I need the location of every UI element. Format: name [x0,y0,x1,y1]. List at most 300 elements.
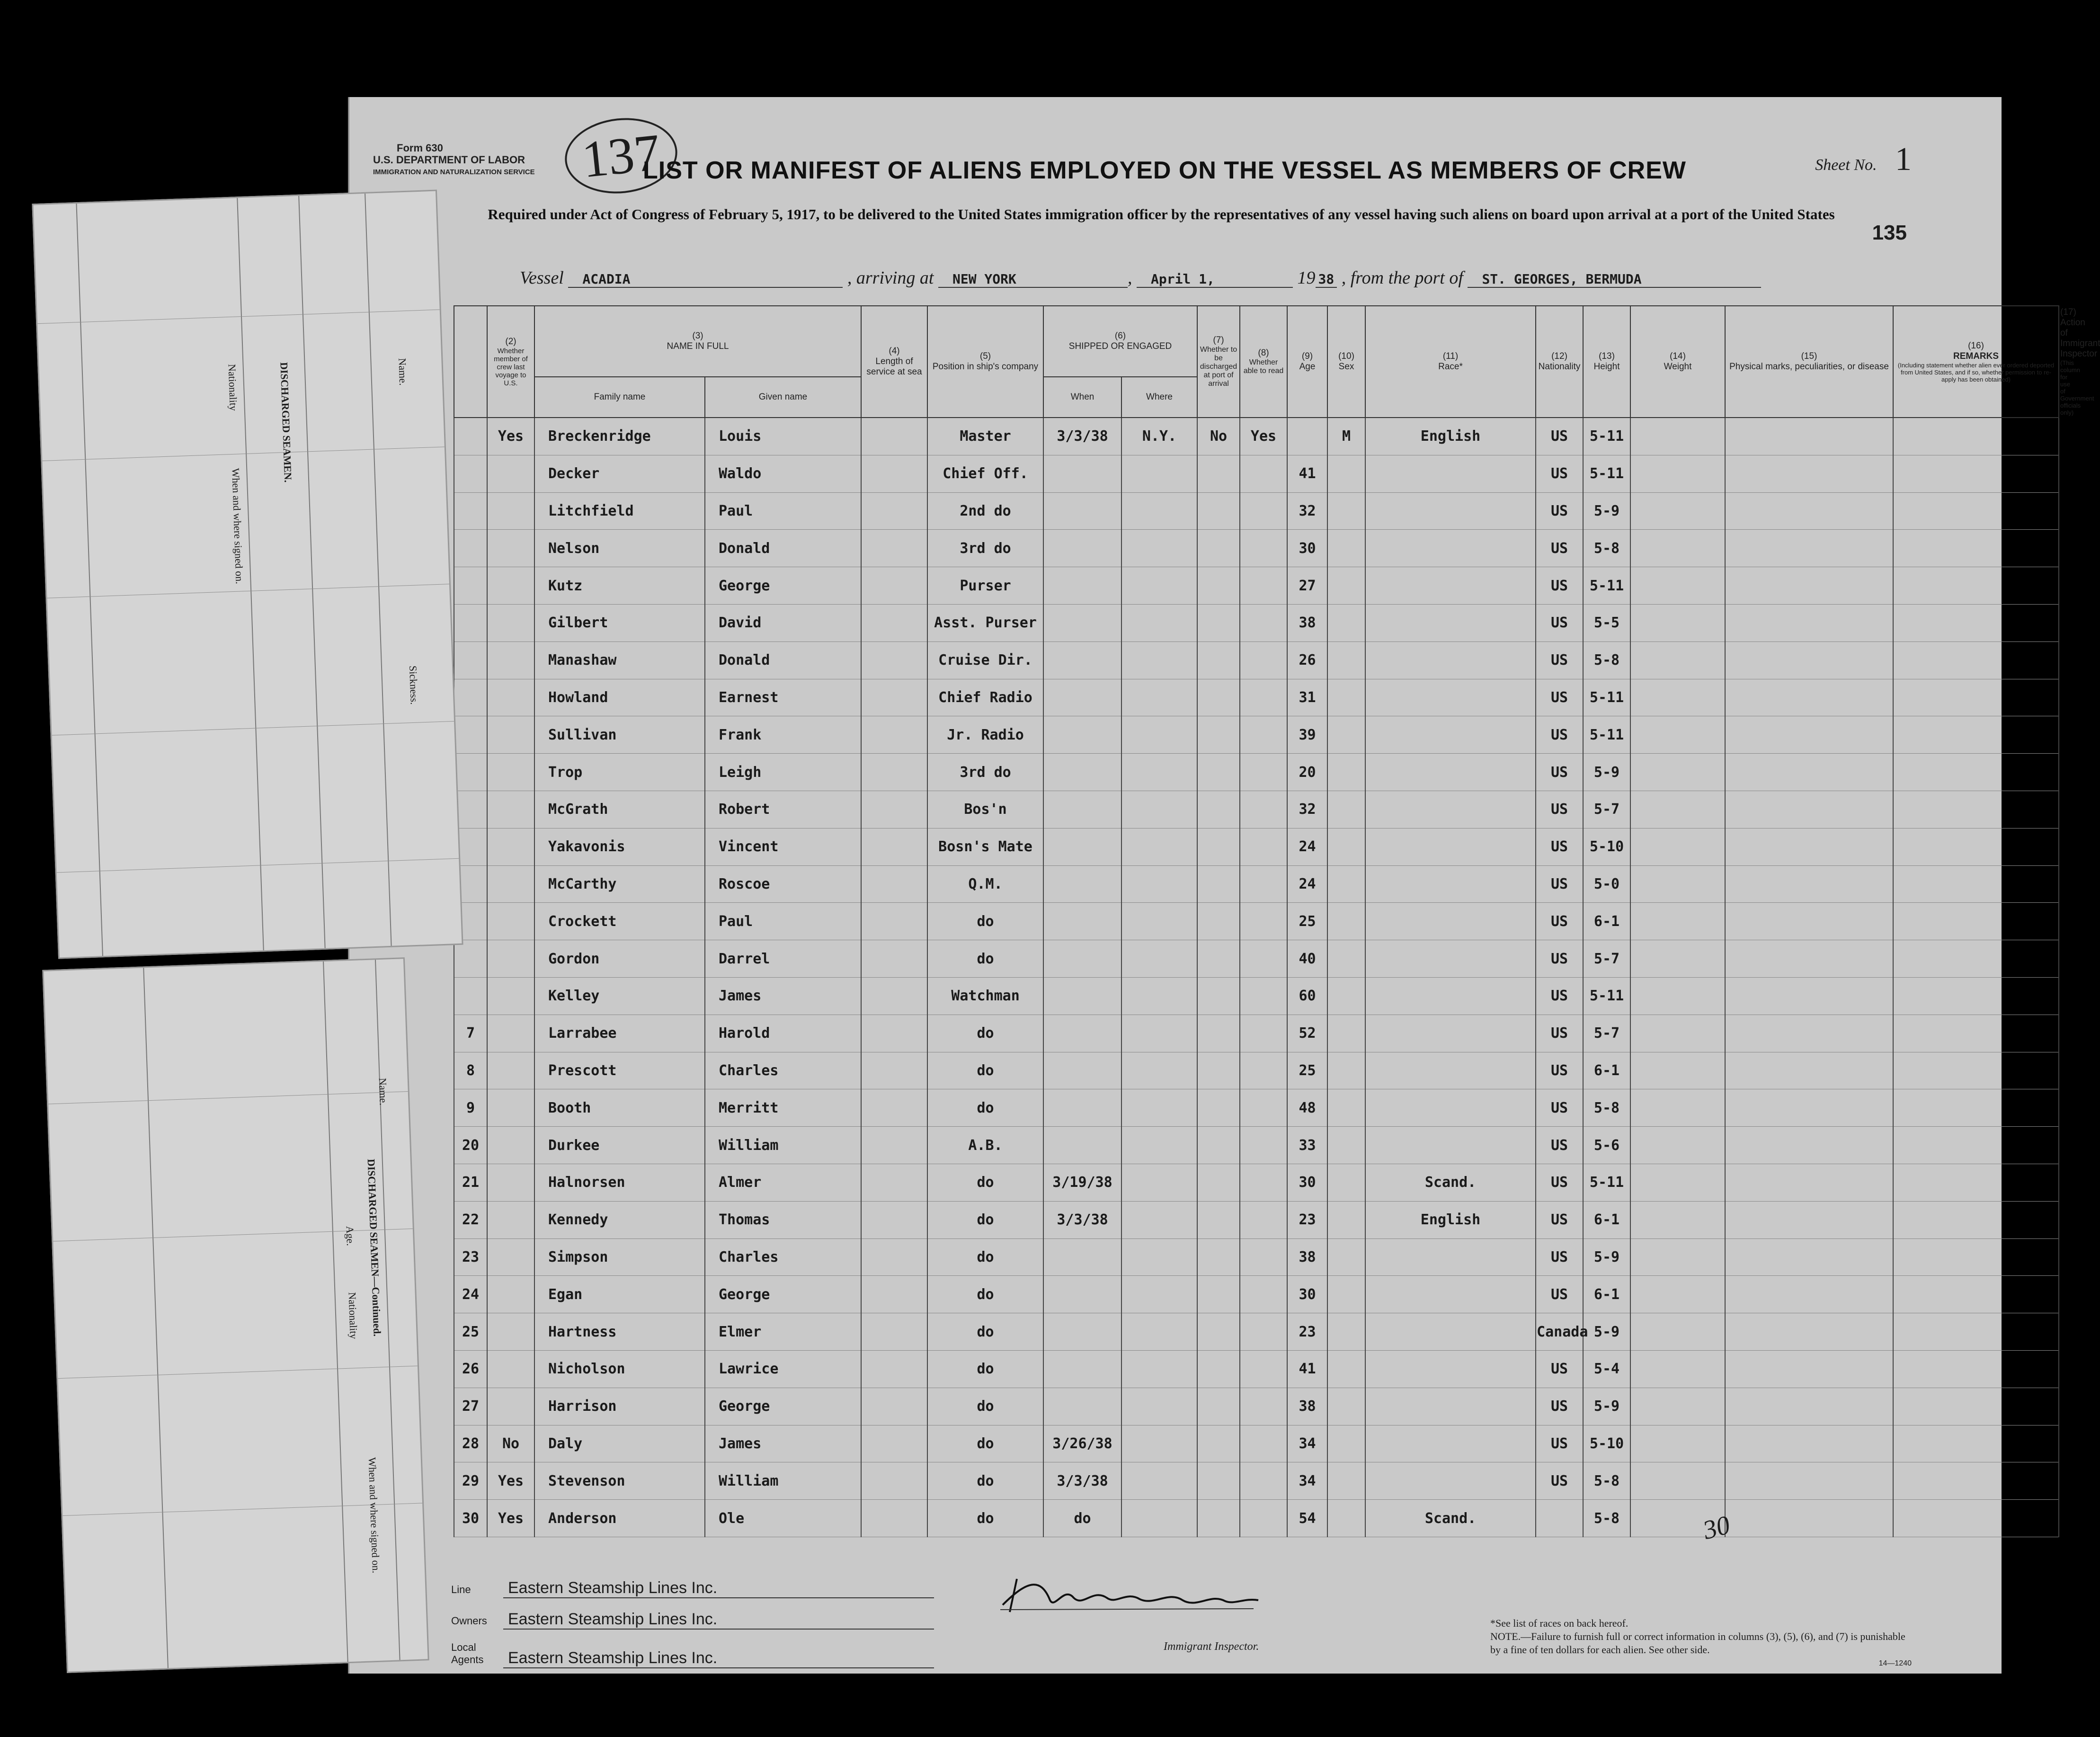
weight-cell [1630,567,1725,605]
slip-divider [143,968,169,1668]
col-label: Length of service at sea [866,356,922,377]
position-cell: Bosn's Mate [927,828,1043,865]
table-row [454,865,2059,903]
table-row [454,1164,2059,1201]
table-row [454,1425,2059,1462]
marks-cell [1725,1201,1893,1238]
remarks-cell [1893,1201,2059,1238]
shipped-where-cell [1121,1052,1197,1089]
age-cell: 24 [1287,828,1327,865]
table-row [454,567,2059,605]
discharged-cell [1197,604,1240,641]
position-cell: Chief Off. [927,455,1043,492]
remarks-cell [1893,716,2059,754]
race-cell [1365,1425,1536,1462]
table-row [454,1388,2059,1425]
remarks-cell [1893,1500,2059,1537]
shipped-where-cell [1121,530,1197,567]
shipped-when-cell [1043,977,1121,1015]
note-fine: NOTE.—Failure to furnish full or correct information in columns (3), (5), (6), and (7) is punishable by a fine of ten dollars for each alien. See other side. [1490,1630,1905,1656]
given-name-cell: Elmer [705,1313,861,1351]
service-cell [861,530,927,567]
discharged-cell [1197,1276,1240,1313]
col-num: (4) [889,346,900,356]
able-to-read-cell [1240,530,1287,567]
able-to-read-cell [1240,1500,1287,1537]
family-name-cell: McGrath [534,791,705,828]
family-name-cell: Daly [534,1425,705,1462]
footer-notes [1490,1617,1907,1657]
service-cell [861,1276,927,1313]
given-name-cell: Charles [705,1238,861,1276]
row-number [454,530,487,567]
last-voyage-cell [487,455,534,492]
given-name-cell: George [705,1388,861,1425]
discharged-cell [1197,530,1240,567]
age-cell [1287,418,1327,455]
nationality-cell: US [1536,977,1583,1015]
given-name-cell: Leigh [705,754,861,791]
col-number-header [454,306,487,418]
marks-cell [1725,604,1893,641]
shipped-when-cell [1043,604,1121,641]
remarks-cell [1893,679,2059,716]
marks-cell [1725,1127,1893,1164]
nationality-cell: US [1536,1127,1583,1164]
family-name-cell: Prescott [534,1052,705,1089]
remarks-cell [1893,604,2059,641]
race-cell [1365,530,1536,567]
position-cell: do [927,1425,1043,1462]
shipped-where-cell [1121,455,1197,492]
service-cell [861,828,927,865]
weight-cell [1630,1201,1725,1238]
service-cell [861,1425,927,1462]
discharged-cell [1197,1388,1240,1425]
sex-cell [1327,530,1365,567]
shipped-where-cell [1121,567,1197,605]
age-cell: 30 [1287,1276,1327,1313]
family-name-cell: Litchfield [534,492,705,530]
last-voyage-cell [487,754,534,791]
family-name-cell: Simpson [534,1238,705,1276]
age-cell: 38 [1287,604,1327,641]
voyage-line: Vessel ACADIA , arriving at NEW YORK , April 1, 19 38 , from the port of ST. GEORGES, BERMUDA [520,267,1916,288]
last-voyage-cell: No [487,1425,534,1462]
owners-value: Eastern Steamship Lines Inc. [503,1610,934,1630]
vessel-name: ACADIA [568,271,843,288]
height-cell: 5-6 [1583,1127,1630,1164]
shipped-when-cell [1043,1350,1121,1388]
row-number [454,977,487,1015]
marks-cell [1725,679,1893,716]
race-cell [1365,641,1536,679]
col-num: (9) [1301,351,1313,361]
marks-cell [1725,567,1893,605]
discharged-cell [1197,567,1240,605]
service-cell [861,604,927,641]
nationality-cell: US [1536,1089,1583,1127]
service-cell [861,1388,927,1425]
age-cell: 39 [1287,716,1327,754]
position-cell: Watchman [927,977,1043,1015]
last-voyage-cell [487,641,534,679]
slip-line [53,1229,413,1242]
able-to-read-cell [1240,1313,1287,1351]
year-label: 19 [1297,268,1316,288]
row-number [454,492,487,530]
crew-table: (2) Whether member of crew last voyage to U.S. (3) NAME IN FULL (4) Length of service at sea (5) Position in ship's company (6) SHIPPED OR ENGAGED (7) Whether to be discharged at port of arrival (8) Whether able to read (9) Age (10) Sex (11) Race* (12) Nationality (13) Height (14) Weight (15) Physical marks, peculiarities, or disease (16) REMARKS (Including statement whether alien ever ordered deported from United States, and if so, whether permission to re-apply has been obtained) (17) Action of Immigrant Inspector (This column for use of Government officials only) Family name Given name When Where Yes Breckenridge Louis Master 3/3/38 N.Y. No Yes M English US 5-11 Decker Waldo Chief Off. 41 US 5-11 Litchfield Paul 2nd do 32 US 5-9 Nelson Donald 3rd do 30 US 5-8 Kutz George Purser 27 US 5-11 Gilbert David Asst. Purser 38 US 5-5 Manashaw Donald Cruise Dir. 26 US 5-8 Howland Earnest Chief Radio 31 US 5-11 Sullivan Frank Jr. Radio 39 US 5-11 Trop Leigh 3rd do 20 US 5-9 McGrath Robert Bos'n 32 US 5-7 Yakavonis Vincent Bosn's Mate 24 US 5-10 McCarthy Roscoe Q.M. 24 US 5-0 Crockett Paul do 25 US 6-1 Gordon Darrel do 40 US 5-7 Kelley James Watchman 60 US 5-11 7 Larrabee Harold do 52 US 5-7 8 Prescott Charles do 25 US 6-1 9 Booth Merritt do 48 US 5-8 20 Durkee William A.B. 33 US 5-6 21 Halnorsen Almer do 3/19/38 30 Scand. US 5-11 22 Kennedy Thomas do 3/3/38 23 English US 6-1 23 Simpson Charles do 38 US 5-9 24 Egan George do 30 US 6-1 25 Hartness Elmer do 23 Canada 5-9 26 Nicholson Lawrice do 41 US 5-4 27 Harrison George do 38 US 5-9 28 No Daly James do 3/26/38 34 US 5-10 29 Yes Stevenson William do 3/3/38 34 US 5-8 30 Yes Anderson Ole do do 54 Scand. 5-8 [454,305,2059,1537]
line-label: Line [451,1584,471,1595]
shipped-when-cell [1043,530,1121,567]
nationality-cell: US [1536,903,1583,940]
col-when-header: When [1043,377,1121,418]
nationality-cell: US [1536,679,1583,716]
weight-cell [1630,1276,1725,1313]
race-cell [1365,903,1536,940]
weight-cell [1630,679,1725,716]
shipped-when-cell [1043,754,1121,791]
age-cell: 20 [1287,754,1327,791]
table-row [454,716,2059,754]
age-cell: 31 [1287,679,1327,716]
position-cell: do [927,940,1043,978]
able-to-read-cell [1240,940,1287,978]
service-cell [861,1089,927,1127]
row-number: 25 [454,1313,487,1351]
last-voyage-cell [487,1089,534,1127]
able-to-read-cell [1240,1462,1287,1500]
table-row [454,1238,2059,1276]
col-read-header [1240,306,1287,418]
service-cell [861,716,927,754]
family-name-cell: Trop [534,754,705,791]
race-cell [1365,1276,1536,1313]
height-cell: 5-11 [1583,418,1630,455]
line-row [451,1579,934,1610]
last-voyage-cell [487,679,534,716]
nationality-cell: US [1536,828,1583,865]
table-row [454,977,2059,1015]
agents-value: Eastern Steamship Lines Inc. [503,1649,934,1668]
nationality-cell: US [1536,1425,1583,1462]
height-cell: 5-9 [1583,492,1630,530]
col-name-header [534,306,861,377]
service-cell [861,641,927,679]
position-cell: Purser [927,567,1043,605]
row-number [454,940,487,978]
weight-cell [1630,1313,1725,1351]
remarks-cell [1893,791,2059,828]
row-number: 7 [454,1015,487,1052]
service-cell [861,1313,927,1351]
table-row [454,1052,2059,1089]
sex-cell [1327,455,1365,492]
col-position-header [927,306,1043,418]
family-name-cell: Decker [534,455,705,492]
discharged-cell [1197,641,1240,679]
marks-cell [1725,940,1893,978]
marks-cell [1725,754,1893,791]
family-name-cell: Anderson [534,1500,705,1537]
position-cell: Q.M. [927,865,1043,903]
age-cell: 30 [1287,1164,1327,1201]
vessel-label: Vessel [520,268,564,288]
height-cell: 5-4 [1583,1350,1630,1388]
given-name-cell: Louis [705,418,861,455]
height-cell: 5-9 [1583,1238,1630,1276]
height-cell: 5-10 [1583,1425,1630,1462]
weight-cell [1630,1350,1725,1388]
shipped-when-cell [1043,1238,1121,1276]
height-cell: 5-0 [1583,865,1630,903]
marks-cell [1725,828,1893,865]
given-name-cell: Harold [705,1015,861,1052]
departure-port: ST. GEORGES, BERMUDA [1468,271,1761,288]
col-label: Whether to be discharged at port of arrival [1200,346,1237,388]
sex-cell [1327,1462,1365,1500]
age-cell: 41 [1287,455,1327,492]
slip-age: Age. [344,1226,357,1247]
position-cell: 3rd do [927,530,1043,567]
family-name-cell: Harrison [534,1388,705,1425]
discharged-cell [1197,865,1240,903]
family-name-cell: Sullivan [534,716,705,754]
slip-divider [323,962,348,1662]
position-cell: do [927,1164,1043,1201]
shipped-where-cell [1121,716,1197,754]
table-row [454,828,2059,865]
able-to-read-cell [1240,791,1287,828]
given-name-cell: George [705,1276,861,1313]
marks-cell [1725,1350,1893,1388]
remarks-cell [1893,1388,2059,1425]
able-to-read-cell [1240,641,1287,679]
height-cell: 5-7 [1583,791,1630,828]
weight-cell [1630,1388,1725,1425]
given-name-cell: Vincent [705,828,861,865]
shipped-where-cell [1121,1089,1197,1127]
form-code: 14—1240 [1878,1659,1912,1667]
shipped-when-cell [1043,1388,1121,1425]
shipped-when-cell [1043,492,1121,530]
discharged-cell [1197,1127,1240,1164]
race-cell [1365,791,1536,828]
family-name-cell: Kutz [534,567,705,605]
remarks-cell [1893,567,2059,605]
discharged-cell [1197,940,1240,978]
shipped-where-cell [1121,977,1197,1015]
row-number: 9 [454,1089,487,1127]
weight-cell [1630,754,1725,791]
circled-stamp-number: 137 [561,113,681,199]
family-name-cell: Halnorsen [534,1164,705,1201]
sheet-value: 1 [1895,141,1912,178]
slip-name: Name. [396,357,409,386]
weight-cell [1630,1462,1725,1500]
height-cell: 5-7 [1583,940,1630,978]
discharged-cell [1197,1164,1240,1201]
table-row [454,754,2059,791]
last-voyage-cell [487,1238,534,1276]
position-cell: do [927,1238,1043,1276]
page-number: 135 [1872,221,1907,244]
shipped-when-cell [1043,679,1121,716]
shipped-when-cell: 3/3/38 [1043,418,1121,455]
nationality-cell: US [1536,1276,1583,1313]
position-cell: do [927,1462,1043,1500]
service-cell [861,1462,927,1500]
col-label: Nationality [1538,362,1581,372]
sex-cell [1327,903,1365,940]
col-label: SHIPPED OR ENGAGED [1068,341,1172,352]
race-cell [1365,455,1536,492]
table-row [454,530,2059,567]
race-cell [1365,1127,1536,1164]
shipped-when-cell [1043,828,1121,865]
last-voyage-cell [487,903,534,940]
family-name-cell: Stevenson [534,1462,705,1500]
sex-cell [1327,754,1365,791]
discharged-cell [1197,903,1240,940]
owners-label: Owners [451,1615,487,1627]
discharged-seamen-slip-bottom [42,957,429,1673]
service-cell [861,903,927,940]
able-to-read-cell [1240,1388,1287,1425]
table-row [454,1350,2059,1388]
row-number [454,455,487,492]
marks-cell [1725,418,1893,455]
shipped-when-cell: 3/26/38 [1043,1425,1121,1462]
weight-cell [1630,716,1725,754]
weight-cell [1630,1127,1725,1164]
arriving-label: , arriving at [847,268,934,288]
col-label: Race* [1438,362,1463,372]
col-label: Height [1593,362,1620,372]
position-cell: Master [927,418,1043,455]
table-row [454,940,2059,978]
weight-cell [1630,530,1725,567]
slip-when-where: When and where signed on. [366,1457,383,1574]
slip-title: DISCHARGED SEAMEN. [278,362,294,483]
discharged-seamen-slip-top [32,190,463,959]
discharged-cell [1197,679,1240,716]
col-sublabel: (Including statement whether alien ever ordered deported from United States, and if so, whether permission to re-apply has been obtained) [1897,361,2055,383]
table-row [454,418,2059,455]
race-cell [1365,977,1536,1015]
position-cell: Cruise Dir. [927,641,1043,679]
remarks-cell [1893,1313,2059,1351]
col-service-header [861,306,927,418]
height-cell: 5-9 [1583,754,1630,791]
age-cell: 32 [1287,791,1327,828]
shipped-where-cell [1121,791,1197,828]
sex-cell [1327,604,1365,641]
given-name-cell: Donald [705,530,861,567]
able-to-read-cell [1240,1052,1287,1089]
height-cell: 5-9 [1583,1313,1630,1351]
position-cell: Bos'n [927,791,1043,828]
given-name-cell: Paul [705,492,861,530]
able-to-read-cell [1240,1238,1287,1276]
race-cell [1365,1052,1536,1089]
race-cell [1365,1462,1536,1500]
footer-agents [451,1579,934,1673]
given-name-cell: William [705,1127,861,1164]
table-row [454,679,2059,716]
remarks-cell [1893,1462,2059,1500]
discharged-cell [1197,791,1240,828]
race-cell [1365,1388,1536,1425]
family-name-cell: Yakavonis [534,828,705,865]
marks-cell [1725,1238,1893,1276]
marks-cell [1725,1425,1893,1462]
race-cell: English [1365,418,1536,455]
col-given-header: Given name [705,377,861,418]
last-voyage-cell [487,1388,534,1425]
family-name-cell: Booth [534,1089,705,1127]
sex-cell [1327,1388,1365,1425]
row-number [454,567,487,605]
race-cell [1365,604,1536,641]
remarks-cell [1893,828,2059,865]
agents-row [451,1641,934,1673]
race-cell [1365,1350,1536,1388]
col-label: NAME IN FULL [667,341,729,352]
remarks-cell [1893,1015,2059,1052]
slip-name: Name. [376,1078,390,1106]
col-weight-header [1630,306,1725,418]
position-cell: do [927,1276,1043,1313]
nationality-cell: US [1536,865,1583,903]
family-name-cell: Breckenridge [534,418,705,455]
sex-cell [1327,567,1365,605]
table-row [454,1127,2059,1164]
discharged-cell [1197,1500,1240,1537]
slip-line [52,721,454,736]
weight-cell [1630,977,1725,1015]
service-cell [861,791,927,828]
shipped-when-cell [1043,1052,1121,1089]
height-cell: 5-5 [1583,604,1630,641]
height-cell: 5-11 [1583,455,1630,492]
height-cell: 5-7 [1583,1015,1630,1052]
table-row [454,1015,2059,1052]
discharged-cell [1197,1462,1240,1500]
given-name-cell: James [705,977,861,1015]
race-cell [1365,1313,1536,1351]
row-number: 24 [454,1276,487,1313]
race-cell [1365,567,1536,605]
slip-nationality: Nationality [226,364,240,411]
weight-cell [1630,1164,1725,1201]
discharged-cell [1197,1052,1240,1089]
nationality-cell: US [1536,1350,1583,1388]
family-name-cell: Larrabee [534,1015,705,1052]
slip-line [47,584,449,598]
col-nationality-header [1536,306,1583,418]
col-num: (10) [1338,351,1354,361]
height-cell: 6-1 [1583,1052,1630,1089]
last-voyage-cell [487,791,534,828]
given-name-cell: Darrel [705,940,861,978]
position-cell: Chief Radio [927,679,1043,716]
slip-divider [76,204,103,956]
row-number [454,641,487,679]
position-cell: do [927,903,1043,940]
marks-cell [1725,641,1893,679]
sex-cell [1327,791,1365,828]
